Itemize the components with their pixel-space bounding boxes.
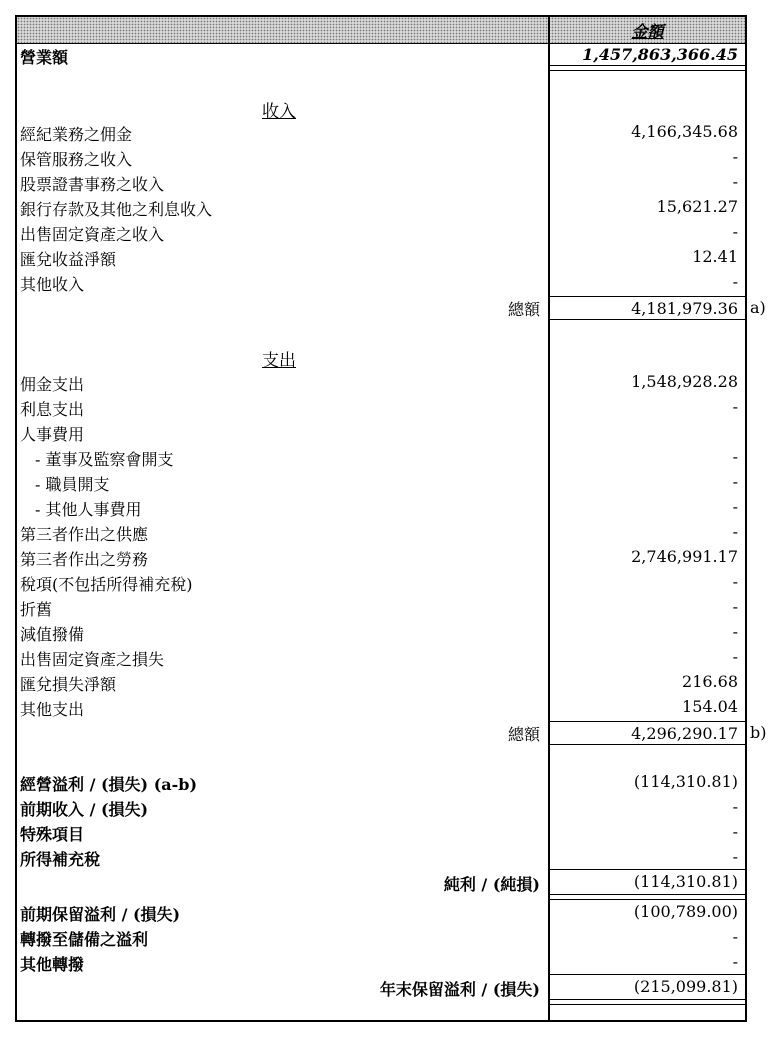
item-label: 減值撥備 [20,625,85,644]
list-item [17,546,745,570]
list-item [17,671,745,695]
revenue-label: 營業額 [20,48,69,67]
retained-top-rule [548,974,745,975]
item-amount: - [732,572,738,591]
item-amount: - [732,622,738,641]
income-total-amount: 4,181,979.36 [631,299,738,318]
item-label: 前期收入 / (損失) [20,800,149,819]
item-label: - 其他人事費用 [35,500,142,519]
amount-column-title: 金額 [631,22,664,41]
item-label: 佣金支出 [20,375,85,394]
expense-total-label: 總額 [507,725,540,744]
item-label: 其他收入 [20,275,85,294]
item-amount: - [732,447,738,466]
list-item [17,796,745,820]
list-item [17,596,745,620]
list-item [17,696,745,720]
item-amount: - [732,797,738,816]
expense-total-tag: b) [750,723,767,742]
expense-total-amount: 4,296,290.17 [631,724,738,743]
revenue-double-rule [548,65,745,71]
list-item [17,926,745,950]
item-amount: - [732,472,738,491]
expense-title: 支出 [262,351,296,371]
item-label: 經營溢利 / (損失) (a-b) [20,775,198,794]
net-profit-label: 純利 / (純損) [443,875,540,894]
item-amount: - [732,147,738,166]
item-label: 利息支出 [20,400,85,419]
list-item [17,446,745,470]
list-item [17,496,745,520]
item-amount: - [732,397,738,416]
income-title: 收入 [262,102,296,122]
item-amount: - [732,927,738,946]
item-label: 稅項(不包括所得補充稅) [20,575,193,594]
item-amount: 4,166,345.68 [631,122,738,141]
list-item [17,521,745,545]
item-amount: - [732,597,738,616]
income-section [17,97,745,121]
item-label: 第三者作出之勞務 [20,550,149,569]
list-item [17,146,745,170]
expense-total-box [548,721,746,745]
item-label: 所得補充稅 [20,850,101,869]
item-label: 經紀業務之佣金 [20,125,133,144]
item-amount: 15,621.27 [656,197,738,216]
list-item [17,396,745,420]
list-item [17,571,745,595]
item-amount: - [732,272,738,291]
item-amount: 216.68 [682,672,738,691]
revenue-amount: 1,457,863,366.45 [582,45,738,64]
list-item [17,471,745,495]
item-label: 股票證書事務之收入 [20,175,165,194]
item-amount: 2,746,991.17 [631,547,738,566]
income-total-row [17,296,766,320]
item-amount: (114,310.81) [633,772,738,791]
list-item [17,901,745,925]
item-amount: - [732,172,738,191]
list-item [17,951,745,975]
item-label: 出售固定資產之收入 [20,225,165,244]
item-amount: - [732,222,738,241]
retained-final-amount: (215,099.81) [633,977,738,996]
statement-frame [15,15,767,1022]
item-label: 第三者作出之供應 [20,525,149,544]
net-top-rule [548,869,745,870]
item-label: 人事費用 [20,425,85,444]
item-amount: - [732,522,738,541]
item-label: 折舊 [20,600,53,619]
income-total-label: 總額 [507,300,540,319]
list-item [17,421,745,445]
item-amount: - [732,847,738,866]
item-label: 匯兌收益淨額 [20,250,117,269]
list-item [17,171,745,195]
list-item [17,196,745,220]
list-item [17,221,745,245]
item-amount: - [732,822,738,841]
net-profit-row [17,871,745,895]
item-label: 其他轉撥 [20,955,85,974]
item-amount: 12.41 [692,247,738,266]
list-item [17,371,745,395]
retained-final-label: 年末保留溢利 / (損失) [379,980,540,999]
item-label: - 職員開支 [35,475,110,494]
item-amount: - [732,497,738,516]
item-amount: - [732,952,738,971]
item-label: 銀行存款及其他之利息收入 [20,200,213,219]
item-label: 保管服務之收入 [20,150,133,169]
income-total-tag: a) [750,298,766,317]
list-item [17,846,745,870]
list-item [17,246,745,270]
item-label: 匯兌損失淨額 [20,675,117,694]
net-profit-amount: (114,310.81) [633,872,738,891]
item-label: - 董事及監察會開支 [35,450,174,469]
item-label: 轉撥至儲備之溢利 [20,930,149,949]
item-amount: 1,548,928.28 [631,372,738,391]
item-label: 前期保留溢利 / (損失) [20,905,181,924]
list-item [17,121,745,145]
net-double-rule [548,894,745,900]
item-amount: - [732,647,738,666]
list-item [17,771,745,795]
retained-final-row [17,976,745,1000]
list-item [17,821,745,845]
list-item [17,621,745,645]
income-total-box [548,296,746,320]
retained-double-rule [548,999,745,1005]
item-amount: (100,789.00) [633,902,738,921]
list-item [17,646,745,670]
item-label: 特殊項目 [20,825,85,844]
expense-section [17,346,745,370]
item-label: 其他支出 [20,700,85,719]
item-amount: 154.04 [682,697,738,716]
list-item [17,271,745,295]
expense-total-row [17,721,767,745]
item-label: 出售固定資產之損失 [20,650,165,669]
